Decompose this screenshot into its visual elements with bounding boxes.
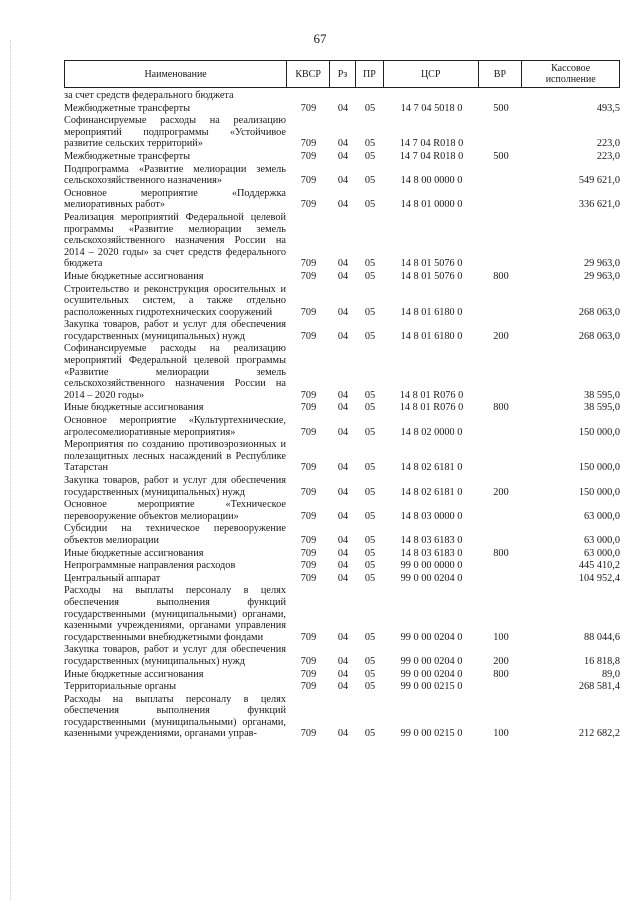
row-kassovoe: 63 000,0 (583, 534, 620, 546)
row-csr: 14 8 01 R076 0 (399, 389, 464, 401)
table-row (64, 548, 620, 560)
row-name: Софинансируемые расходы на реализацию мероприятий Федеральной целевой программы «Развитие мелиорации земель сельскохозяйственного назначения России на 2014 – 2020 годы» (64, 343, 286, 401)
row-pr: 05 (364, 655, 376, 667)
row-vr: 800 (493, 270, 509, 282)
table-row (64, 523, 620, 546)
row-rz: 04 (337, 306, 349, 318)
header-pr: ПР (356, 61, 384, 87)
row-kvsr: 709 (300, 462, 317, 474)
table-row (64, 475, 620, 498)
row-pr: 05 (364, 426, 376, 438)
row-pr: 05 (364, 560, 376, 572)
row-kassovoe: 268 063,0 (578, 306, 620, 318)
row-rz: 04 (337, 462, 349, 474)
table-row (64, 212, 620, 270)
row-rz: 04 (337, 668, 349, 680)
row-pr: 05 (364, 510, 376, 522)
row-name: Иные бюджетные ассигнования (64, 547, 204, 559)
row-kvsr: 709 (300, 389, 317, 401)
row-kassovoe: 223,0 (596, 150, 620, 162)
table-row (64, 573, 620, 585)
table-row (64, 402, 620, 414)
row-csr: 14 8 02 6181 0 (400, 462, 463, 474)
row-kvsr: 709 (300, 655, 317, 667)
table-row (64, 284, 620, 319)
row-vr: 200 (493, 655, 509, 667)
row-name: Непрограммные направления расходов (64, 560, 236, 572)
row-csr: 99 0 00 0215 0 (400, 728, 463, 740)
row-kvsr: 709 (300, 486, 317, 498)
row-pr: 05 (364, 486, 376, 498)
row-pr: 05 (364, 199, 376, 211)
row-kassovoe: 549 621,0 (578, 175, 620, 187)
row-kvsr: 709 (300, 306, 317, 318)
row-rz: 04 (337, 486, 349, 498)
row-rz: 04 (337, 175, 349, 187)
row-rz: 04 (337, 681, 349, 693)
row-vr: 500 (493, 150, 509, 162)
row-kassovoe: 212 682,2 (578, 728, 620, 740)
row-rz: 04 (337, 510, 349, 522)
row-rz: 04 (337, 560, 349, 572)
row-kassovoe: 38 595,0 (583, 389, 620, 401)
row-pr: 05 (364, 150, 376, 162)
row-rz: 04 (337, 547, 349, 559)
row-rz: 04 (337, 258, 349, 270)
row-pr: 05 (364, 728, 376, 740)
row-rz: 04 (337, 330, 349, 342)
row-pr: 05 (364, 258, 376, 270)
row-kvsr: 709 (300, 631, 317, 643)
row-name: Расходы на выплаты персоналу в целях обеспечения выполнения функций государственными (муниципальными) органами, казенными учреждениями, органами управления государственными внебюджетными фондами (64, 585, 286, 643)
row-kvsr: 709 (300, 668, 317, 680)
row-kassovoe: 223,0 (596, 138, 620, 150)
row-kassovoe: 89,0 (601, 668, 620, 680)
row-kassovoe: 150 000,0 (578, 426, 620, 438)
table-row (64, 319, 620, 342)
row-kassovoe: 63 000,0 (583, 547, 620, 559)
row-pr: 05 (364, 102, 376, 114)
row-name: Основное мероприятие «Поддержка мелиоративных работ» (64, 187, 286, 211)
table-row (64, 669, 620, 681)
row-name: Межбюджетные трансферты (64, 150, 191, 162)
row-name: Мероприятия по созданию противоэрозионных и полезащитных лесных насаждений в Республике Татарстан (64, 439, 286, 474)
table-row (64, 439, 620, 474)
row-pr: 05 (364, 534, 376, 546)
row-name: Строительство и реконструкция оросительных и осушительных систем, а также отдельно расположенных гидротехнических сооружений (64, 283, 286, 318)
row-csr: 14 8 03 6183 0 (400, 547, 463, 559)
row-csr: 99 0 00 0204 0 (400, 655, 463, 667)
row-csr: 14 7 04 5018 0 (400, 102, 463, 114)
row-name: Межбюджетные трансферты (64, 102, 191, 114)
row-kvsr: 709 (300, 728, 317, 740)
row-name: Софинансируемые расходы на реализацию мероприятий подпрограммы «Устойчивое развитие сельских территорий» (64, 115, 286, 150)
table-row (64, 644, 620, 667)
row-pr: 05 (364, 270, 376, 282)
row-kvsr: 709 (300, 681, 317, 693)
row-csr: 14 8 01 5076 0 (400, 270, 463, 282)
row-rz: 04 (337, 199, 349, 211)
row-pr: 05 (364, 681, 376, 693)
row-csr: 14 8 02 6181 0 (400, 486, 463, 498)
row-csr: 14 8 02 0000 0 (400, 426, 463, 438)
table-row (64, 271, 620, 283)
row-rz: 04 (337, 402, 349, 414)
row-name: Иные бюджетные ассигнования (64, 402, 204, 414)
row-name: Основное мероприятие «Техническое перевооружение объектов мелиорации» (64, 499, 286, 522)
page-edge-line (10, 40, 12, 900)
table-row (64, 415, 620, 438)
row-rz: 04 (337, 426, 349, 438)
row-pr: 05 (364, 138, 376, 150)
table-row (64, 188, 620, 211)
row-kvsr: 709 (300, 547, 317, 559)
row-rz: 04 (337, 102, 349, 114)
row-csr: 99 0 00 0204 0 (400, 668, 463, 680)
row-kassovoe: 29 963,0 (583, 258, 620, 270)
header-kassovoe: Кассовое исполнение (545, 63, 596, 85)
row-name: Основное мероприятие «Культуртехнические, агролесомелиоративные мероприятия» (64, 415, 286, 438)
row-vr: 100 (493, 631, 509, 643)
row-name: Подпрограмма «Развитие мелиорации земель сельскохозяйственного назначения» (64, 163, 286, 187)
row-pr: 05 (364, 547, 376, 559)
page-number: 67 (313, 31, 327, 46)
row-pr: 05 (364, 330, 376, 342)
row-kvsr: 709 (300, 270, 317, 282)
row-rz: 04 (337, 631, 349, 643)
row-kassovoe: 493,5 (596, 102, 620, 114)
table-header (64, 60, 620, 88)
table-row (64, 103, 620, 115)
row-csr: 99 0 00 0000 0 (400, 560, 463, 572)
row-kvsr: 709 (300, 560, 317, 572)
header-name: Наименование (65, 61, 287, 87)
row-kvsr: 709 (300, 330, 317, 342)
table-row (64, 151, 620, 163)
row-csr: 14 7 04 R018 0 (399, 150, 464, 162)
table-row (64, 585, 620, 643)
row-rz: 04 (337, 150, 349, 162)
row-name: Расходы на выплаты персоналу в целях обеспечения выполнения функций государственными (муниципальными) органами, казенными учреждениями, органами управ- (64, 693, 286, 740)
row-csr: 14 7 04 R018 0 (399, 138, 464, 150)
header-kvsr: КВСР (287, 61, 330, 87)
row-kassovoe: 29 963,0 (583, 270, 620, 282)
row-pr: 05 (364, 462, 376, 474)
row-pr: 05 (364, 668, 376, 680)
row-name: Закупка товаров, работ и услуг для обеспечения государственных (муниципальных) нужд (64, 475, 286, 498)
row-kassovoe: 16 818,8 (583, 655, 620, 667)
row-kassovoe: 336 621,0 (578, 199, 620, 211)
row-vr: 800 (493, 402, 509, 414)
row-kvsr: 709 (300, 102, 317, 114)
row-pr: 05 (364, 389, 376, 401)
row-kassovoe: 150 000,0 (578, 486, 620, 498)
row-name: Субсидии на техническое перевооружение объектов мелиорации (64, 523, 286, 546)
row-kassovoe: 268 581,4 (578, 681, 620, 693)
table-row (64, 343, 620, 401)
row-vr: 200 (493, 330, 509, 342)
row-csr: 14 8 00 0000 0 (400, 175, 463, 187)
row-kassovoe: 268 063,0 (578, 330, 620, 342)
row-name: Центральный аппарат (64, 572, 161, 584)
row-rz: 04 (337, 728, 349, 740)
row-name: Реализация мероприятий Федеральной целевой программы «Развитие мелиорации земель сельскохозяйственного назначения России на 2014 – 2020 годы» за счет средств федерального бюджета (64, 211, 286, 270)
header-csr: ЦСР (384, 61, 479, 87)
table-body (64, 90, 620, 740)
row-kassovoe: 445 410,2 (578, 560, 620, 572)
row-name: за счет средств федерального бюджета (64, 90, 234, 101)
row-kvsr: 709 (300, 510, 317, 522)
row-csr: 14 8 01 6180 0 (400, 306, 463, 318)
row-rz: 04 (337, 655, 349, 667)
row-kassovoe: 38 595,0 (583, 402, 620, 414)
row-pr: 05 (364, 175, 376, 187)
row-vr: 200 (493, 486, 509, 498)
row-vr: 800 (493, 668, 509, 680)
row-rz: 04 (337, 138, 349, 150)
row-kassovoe: 150 000,0 (578, 462, 620, 474)
row-name: Закупка товаров, работ и услуг для обеспечения государственных (муниципальных) нужд (64, 319, 286, 342)
header-rz: Рз (330, 61, 356, 87)
row-csr: 14 8 01 5076 0 (400, 258, 463, 270)
row-csr: 14 8 03 0000 0 (400, 510, 463, 522)
row-vr: 800 (493, 547, 509, 559)
row-kvsr: 709 (300, 258, 317, 270)
row-kassovoe: 63 000,0 (583, 510, 620, 522)
row-csr: 14 8 03 6183 0 (400, 534, 463, 546)
row-pr: 05 (364, 572, 376, 584)
row-kvsr: 709 (300, 199, 317, 211)
row-name: Территориальные органы (64, 681, 177, 693)
row-csr: 99 0 00 0204 0 (400, 631, 463, 643)
row-kassovoe: 88 044,6 (583, 631, 620, 643)
row-name: Иные бюджетные ассигнования (64, 668, 204, 680)
row-kvsr: 709 (300, 175, 317, 187)
header-vr: ВР (479, 61, 523, 87)
row-kvsr: 709 (300, 534, 317, 546)
row-vr: 500 (493, 102, 509, 114)
row-pr: 05 (364, 402, 376, 414)
row-name: Иные бюджетные ассигнования (64, 270, 204, 282)
row-rz: 04 (337, 534, 349, 546)
row-kassovoe: 104 952,4 (578, 572, 620, 584)
table-row (64, 560, 620, 572)
row-kvsr: 709 (300, 572, 317, 584)
row-rz: 04 (337, 389, 349, 401)
row-pr: 05 (364, 306, 376, 318)
row-vr: 100 (493, 728, 509, 740)
table-row (64, 694, 620, 740)
row-rz: 04 (337, 572, 349, 584)
row-kvsr: 709 (300, 138, 317, 150)
row-kvsr: 709 (300, 426, 317, 438)
table-row (64, 90, 620, 102)
table-row (64, 115, 620, 150)
row-kvsr: 709 (300, 402, 317, 414)
row-pr: 05 (364, 631, 376, 643)
row-csr: 14 8 01 6180 0 (400, 330, 463, 342)
row-csr: 99 0 00 0215 0 (400, 681, 463, 693)
table-row (64, 164, 620, 187)
row-name: Закупка товаров, работ и услуг для обеспечения государственных (муниципальных) нужд (64, 644, 286, 667)
row-csr: 14 8 01 0000 0 (400, 199, 463, 211)
row-rz: 04 (337, 270, 349, 282)
row-kvsr: 709 (300, 150, 317, 162)
table-row (64, 681, 620, 693)
row-csr: 99 0 00 0204 0 (400, 572, 463, 584)
table-row (64, 499, 620, 522)
row-csr: 14 8 01 R076 0 (399, 402, 464, 414)
